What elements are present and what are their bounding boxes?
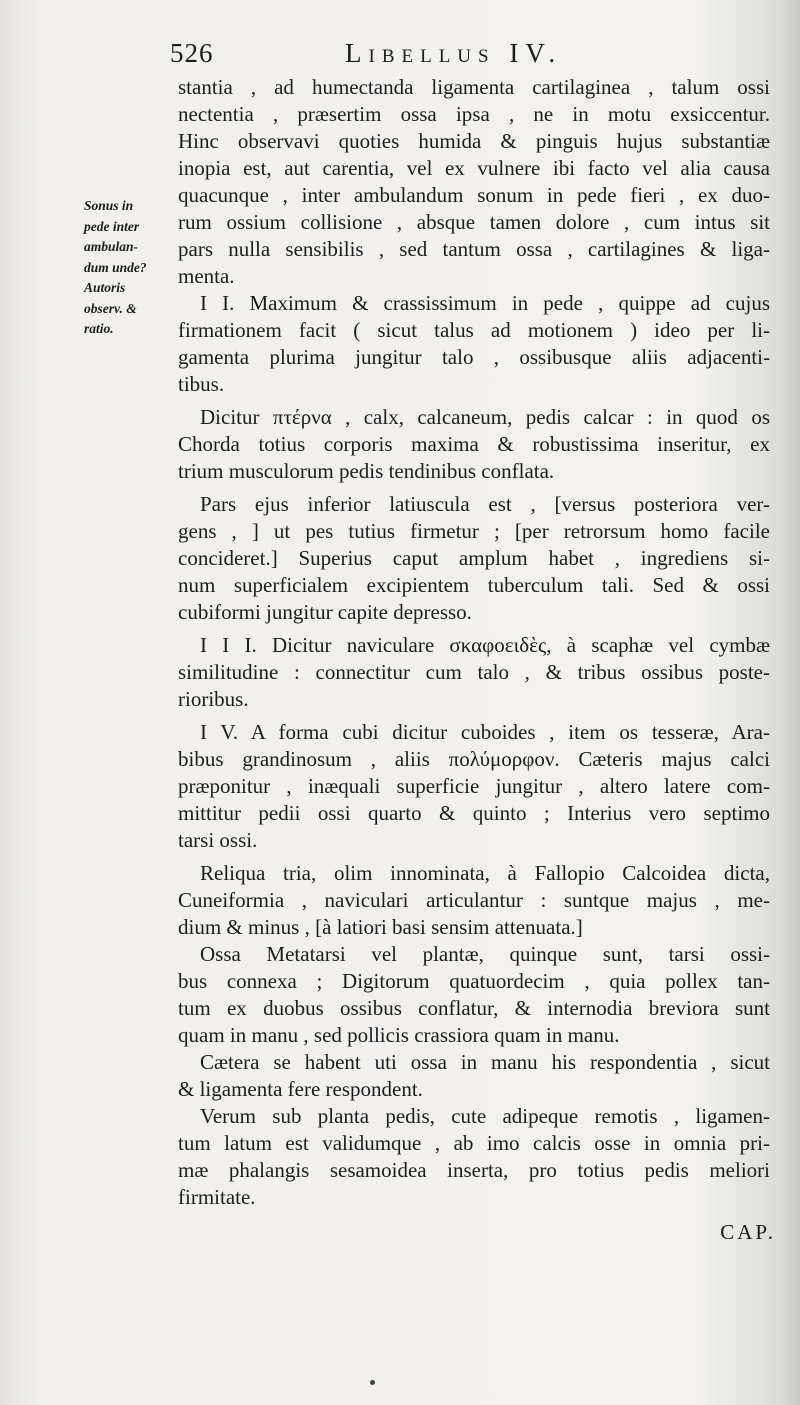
text-line: Cætera se habent uti ossa in manu his respondentia , sicut (200, 1050, 770, 1074)
text-line: pars nulla sensibilis , sed tantum ossa , cartilagines & liga- (178, 237, 770, 261)
text-line: Dicitur πτέρνα , calx, calcaneum, pedis calcar : in quod os (200, 405, 770, 429)
text-line: num superficialem excipientem tuberculum tali. Sed & ossi (178, 573, 770, 597)
catchword: CAP. (720, 1220, 776, 1244)
text-line: Pars ejus inferior latiuscula est , [versus posteriora ver- (200, 492, 770, 516)
text-line: tibus. (178, 372, 225, 396)
text-line: rioribus. (178, 687, 249, 711)
text-line: cubiformi jungitur capite depresso. (178, 600, 472, 624)
text-line: Reliqua tria, olim innominata, à Fallopio Calcoidea dicta, (200, 861, 770, 885)
body-text (178, 74, 770, 1211)
text-line: gamenta plurima jungitur talo , ossibusque aliis adjacenti- (178, 345, 770, 369)
text-line: dium & minus , [à latiori basi sensim attenuata.] (178, 915, 583, 939)
margin-note (84, 196, 174, 340)
text-line: mittitur pedii ossi quarto & quinto ; Interius vero septimo (178, 801, 770, 825)
text-line: rum ossium collisione , absque tamen dolore , cum intus sit (178, 210, 770, 234)
text-line: bibus grandinosum , aliis πολύμορφον. Cæteris majus calci (178, 747, 770, 771)
text-line: I I. Maximum & crassissimum in pede , quippe ad cujus (200, 291, 770, 315)
text-line: Ossa Metatarsi vel plantæ, quinque sunt, tarsi ossi- (200, 942, 770, 966)
text-line: I I I. Dicitur naviculare σκαφοειδὲς, à scaphæ vel cymbæ (200, 633, 770, 657)
text-line: tum ex duobus ossibus conflatur, & internodia breviora sunt (178, 996, 770, 1020)
margin-note-line: Sonus in (84, 198, 134, 213)
text-line: similitudine : connectitur cum talo , & tribus ossibus poste- (178, 660, 770, 684)
text-line: trium musculorum pedis tendinibus conflata. (178, 459, 555, 483)
text-line: quacunque , inter ambulandum sonum in pede fieri , ex duo- (178, 183, 770, 207)
text-line: tarsi ossi. (178, 828, 258, 852)
page-header (170, 38, 770, 74)
text-line: Cuneiformia , naviculari articulantur : suntque majus , me- (178, 888, 770, 912)
text-line: menta. (178, 264, 235, 288)
text-line: Verum sub planta pedis, cute adipeque remotis , ligamen- (200, 1104, 770, 1128)
margin-note-line: dum unde? (84, 259, 147, 275)
page-number: 526 (170, 38, 214, 68)
text-line: stantia , ad humectanda ligamenta cartilaginea , talum ossi (178, 75, 770, 99)
text-line: quam in manu , sed pollicis crassiora quam in manu. (178, 1023, 620, 1047)
running-head: Libellus IV. (345, 38, 563, 68)
text-line: Chorda totius corporis maxima & robustissima inseritur, ex (178, 432, 770, 456)
ink-speck (370, 1380, 375, 1385)
text-line: concideret.] Superius caput amplum habet , ingrediens si- (178, 546, 770, 570)
text-line: nectentia , præsertim ossa ipsa , ne in motu exsiccentur. (178, 102, 770, 126)
margin-note-line: ambulan- (84, 239, 139, 254)
text-line: firmitate. (178, 1185, 256, 1209)
text-line: mæ phalangis sesamoidea inserta, pro totius pedis meliori (178, 1158, 770, 1182)
margin-note-line: observ. & (84, 300, 137, 316)
text-line: & ligamenta fere respondent. (178, 1077, 423, 1101)
text-line: bus connexa ; Digitorum quatuordecim , quia pollex tan- (178, 969, 770, 993)
text-line: firmationem facit ( sicut talus ad motionem ) ideo per li- (178, 318, 770, 342)
text-line: præponitur , inæquali superficie jungitur , altero latere com- (178, 774, 770, 798)
text-line: I V. A forma cubi dicitur cuboides , item os tesseræ, Ara- (200, 720, 770, 744)
margin-note-line: pede inter (84, 218, 140, 234)
text-line: gens , ] ut pes tutius firmetur ; [per retrorsum homo facile (178, 519, 770, 543)
text-line: inopia est, aut carentia, vel ex vulnere ibi facto vel alia causa (178, 156, 770, 180)
margin-note-line: Autoris (84, 280, 126, 295)
text-line: tum latum est validumque , ab imo calcis osse in omnia pri- (178, 1131, 770, 1155)
text-line: Hinc observavi quoties humida & pinguis hujus substantiæ (178, 129, 770, 153)
margin-note-line: ratio. (84, 321, 114, 336)
